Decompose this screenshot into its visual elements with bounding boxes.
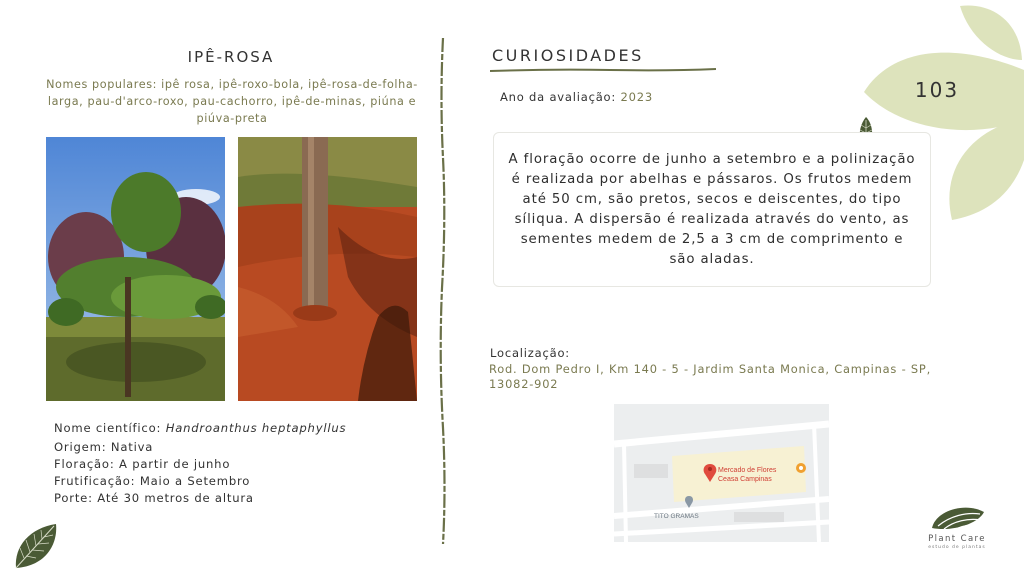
curiosity-text: A floração ocorre de junho a setembro e a polinização é realizada por abelhas e pássaros. Os frutos medem até 50 cm, são pretos, secos e deiscentes, do tipo síliqua. A dispersão é realizada através do vento, as sementes medem de 2,5 a 3 cm de comprimento e são aladas. [508, 152, 916, 267]
tree-photo [46, 137, 225, 401]
evaluation-year-value: 2023 [620, 90, 654, 104]
scientific-name: Handroanthus heptaphyllus [165, 421, 347, 435]
trunk-photo [238, 137, 417, 401]
poi-pin-icon [796, 463, 806, 473]
curiosities-title: CURIOSIDADES [492, 46, 644, 65]
page-number: 103 [914, 78, 960, 102]
map-place-line2: Ceasa Campinas [718, 476, 772, 483]
map-poi-label: TITO GRAMAS [654, 513, 699, 520]
origin: Origem: Nativa [54, 440, 154, 454]
species-title: IPÊ-ROSA [187, 48, 275, 66]
location-map[interactable] [614, 404, 829, 542]
brand-name: Plant Care [928, 534, 986, 544]
popular-names: Nomes populares: ipê rosa, ipê-roxo-bola, ipê-rosa-de-folha-larga, pau-d'arco-roxo, pau-cachorro, ipê-de-minas, piúna e piúva-preta [46, 78, 418, 125]
evaluation-year-label: Ano da avaliação: [500, 90, 617, 104]
location-address: Rod. Dom Pedro I, Km 140 - 5 - Jardim Santa Monica, Campinas - SP, 13082-902 [489, 362, 932, 391]
size: Porte: Até 30 metros de altura [54, 491, 254, 505]
leaf-icon [8, 520, 60, 572]
location-label: Localização: [490, 346, 570, 360]
map-place-line1: Mercado de Flores [718, 467, 777, 474]
fruiting: Frutificação: Maio a Setembro [54, 474, 251, 488]
flowering: Floração: A partir de junho [54, 457, 231, 471]
title-underline [490, 66, 716, 74]
column-divider [437, 38, 449, 544]
evaluation-year [500, 90, 653, 104]
species-info [54, 420, 346, 507]
brand-tagline: estudo de plantas [928, 545, 986, 550]
scientific-name-row [54, 420, 346, 437]
scientific-name-label: Nome científico: [54, 421, 162, 435]
